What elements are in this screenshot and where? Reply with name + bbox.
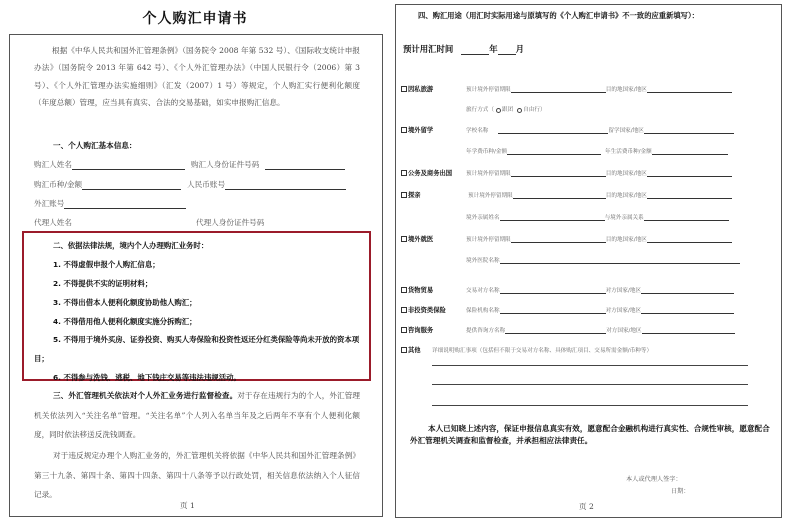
tuition-field[interactable] xyxy=(507,147,601,155)
category-business[interactable] xyxy=(401,168,452,177)
business-checkbox[interactable] xyxy=(401,170,407,176)
provider-country-field[interactable] xyxy=(642,326,735,334)
free-travel-radio[interactable] xyxy=(517,108,522,113)
counterparty-field[interactable] xyxy=(500,286,606,294)
group-tour-label: 跟团 xyxy=(501,107,514,113)
consulting-label: 咨询服务 xyxy=(408,327,434,334)
family-checkbox[interactable] xyxy=(401,192,407,198)
destination-field[interactable] xyxy=(647,85,732,93)
trade-row xyxy=(466,284,734,294)
tourism-row xyxy=(466,83,732,93)
consulting-row xyxy=(466,324,735,334)
destination-label: 目的地国家/地区 xyxy=(605,237,647,243)
study-country-field[interactable] xyxy=(644,126,734,134)
rule-item: 6. 不得参与洗钱、逃税、地下钱庄交易等违法违规活动。 xyxy=(53,373,241,382)
stay-field[interactable] xyxy=(511,85,606,93)
buyer-name-field[interactable] xyxy=(72,160,185,170)
stay-label: 预计境外停留期限 xyxy=(466,171,511,177)
month-field[interactable] xyxy=(498,45,516,55)
category-study[interactable] xyxy=(401,125,433,134)
travel-mode-row xyxy=(466,103,546,113)
other-line-2[interactable] xyxy=(432,384,748,385)
category-insurance[interactable] xyxy=(401,305,446,314)
tourism-checkbox[interactable] xyxy=(401,86,407,92)
category-trade[interactable] xyxy=(401,285,433,294)
business-label: 公务及商务出国 xyxy=(408,170,453,177)
category-tourism[interactable] xyxy=(401,84,433,93)
destination-field[interactable] xyxy=(647,235,732,243)
destination-label: 目的地国家/地区 xyxy=(605,87,647,93)
rmb-account-label: 人民币账号 xyxy=(187,180,226,189)
declaration: 本人已知晓上述内容，保证申报信息真实有效，愿意配合金融机构进行真实性、合规性审核，愿意配合外汇管理机关调查和监督检查，并承担相应法律责任。 xyxy=(410,424,770,445)
intro-paragraph: 根据《中华人民共和国外汇管理条例》（国务院令 2008 年第 532 号）、《国际收支统计申报办法》（国务院令 2013 年第 642 号）、《个人外汇管理办法》（中国人民银行令（2006）第 3 号）、《个人外汇管理办法实施细则》（汇发（2007）1 号）等规定，个人购汇实行便利化额度（年度总额）管理，应当具有真实、合法的交易基础，如实申报购汇信息。 xyxy=(34,46,360,107)
currency-amount-label: 购汇币种/金额 xyxy=(34,180,83,189)
stay-field[interactable] xyxy=(511,169,606,177)
fx-account-label: 外汇账号 xyxy=(34,199,65,208)
institution-label: 保险机构名称 xyxy=(466,308,500,314)
month-label: 月 xyxy=(515,44,524,54)
category-consulting[interactable] xyxy=(401,325,433,334)
signature-label: 本人或代理人签字： xyxy=(626,476,682,483)
section1-heading: 一、个人购汇基本信息： xyxy=(53,141,137,150)
rule-item: 2. 不得提供不实的证明材料； xyxy=(53,279,153,288)
travel-mode-label: 旅行方式（ xyxy=(466,107,494,113)
study-row xyxy=(466,124,734,134)
consulting-checkbox[interactable] xyxy=(401,327,407,333)
relationship-label: 与境外亲属关系 xyxy=(604,215,644,221)
relative-name-label: 境外亲属姓名 xyxy=(466,215,500,221)
stay-label: 预计境外停留期限 xyxy=(466,237,511,243)
other-line-1[interactable] xyxy=(432,365,748,366)
hospital-label: 境外医院名称 xyxy=(466,258,500,264)
group-tour-radio[interactable] xyxy=(496,108,501,113)
buyer-name-row xyxy=(34,158,345,170)
institution-country-field[interactable] xyxy=(641,306,734,314)
rule-item: 5. 不得用于境外买房、证券投资、购买人寿保险和投资性返还分红类保险等尚未开放的资本项目； xyxy=(34,335,360,363)
insurance-checkbox[interactable] xyxy=(401,307,407,313)
destination-label: 目的地国家/地区 xyxy=(605,171,647,177)
buyer-id-label: 购汇人身份证件号码 xyxy=(190,160,260,169)
category-family[interactable] xyxy=(401,190,421,199)
category-medical[interactable] xyxy=(401,234,433,243)
counterparty-country-label: 对方国家/地区 xyxy=(605,288,642,294)
relationship-field[interactable] xyxy=(644,213,729,221)
section2-heading: 二、依据法律法规，境内个人办理购汇业务时： xyxy=(53,241,209,250)
other-checkbox[interactable] xyxy=(401,347,407,353)
trade-checkbox[interactable] xyxy=(401,287,407,293)
year-field[interactable] xyxy=(461,45,489,55)
provider-label: 提供咨询方名称 xyxy=(466,328,506,334)
school-field[interactable] xyxy=(498,126,608,134)
page1-title: 个人购汇申请书 xyxy=(142,11,248,27)
counterparty-country-field[interactable] xyxy=(641,286,734,294)
hospital-field[interactable] xyxy=(500,256,740,264)
living-label: 年生活费币种/金额 xyxy=(605,149,652,155)
destination-field[interactable] xyxy=(647,169,732,177)
institution-country-label: 对方国家/地区 xyxy=(605,308,642,314)
penalty-paragraph: 对于违反规定办理个人购汇业务的，外汇管理机关将依据《中华人民共和国外汇管理条例》第三十九条、第四十条、第四十四条、第四十八条等予以行政处罚，相关信息依法纳入个人征信记录。 xyxy=(34,451,360,500)
category-other[interactable] xyxy=(401,345,421,354)
rule-item: 4. 不得借用他人便利化额度实施分拆购汇； xyxy=(53,317,197,326)
provider-field[interactable] xyxy=(505,326,606,334)
insurance-label: 非投资类保险 xyxy=(408,307,446,314)
page2-number: 页 2 xyxy=(579,502,594,511)
buyer-name-label: 购汇人姓名 xyxy=(34,160,72,169)
agent-name-label: 代理人姓名 xyxy=(34,218,72,227)
study-checkbox[interactable] xyxy=(401,127,407,133)
medical-checkbox[interactable] xyxy=(401,236,407,242)
school-label: 学校名称 xyxy=(466,128,489,134)
stay-field[interactable] xyxy=(511,235,606,243)
medical-label: 境外就医 xyxy=(408,236,434,243)
currency-amount-field[interactable] xyxy=(82,180,181,190)
year-label: 年 xyxy=(489,44,498,54)
counterparty-label: 交易对方名称 xyxy=(466,288,500,294)
tourism-label: 因私旅游 xyxy=(408,86,434,93)
institution-field[interactable] xyxy=(500,306,606,314)
tuition-label: 年学费币种/金额 xyxy=(466,149,508,155)
section4-heading: 四、购汇用途（用汇时实际用途与原填写的《个人购汇申请书》不一致的应重新填写）： xyxy=(418,11,699,20)
buyer-id-field[interactable] xyxy=(265,160,345,170)
relative-name-field[interactable] xyxy=(500,213,605,221)
hospital-row xyxy=(466,254,740,264)
rule-item: 1. 不得虚假申报个人购汇信息； xyxy=(53,260,160,269)
rmb-account-field[interactable] xyxy=(225,180,346,190)
fx-account-row xyxy=(34,197,186,209)
insurance-row xyxy=(466,304,734,314)
stay-label: 预计境外停留期限 xyxy=(468,193,513,199)
study-fees-row xyxy=(466,145,728,155)
family-label: 探亲 xyxy=(408,192,421,199)
rule-item: 3. 不得出借本人便利化额度协助他人购汇； xyxy=(53,298,197,307)
planned-time-row xyxy=(403,43,524,55)
fx-account-field[interactable] xyxy=(64,199,186,209)
stay-label: 预计境外停留期限 xyxy=(466,87,511,93)
planned-time-label: 预计用汇时间 xyxy=(403,44,454,54)
provider-country-label: 对方国家/地区 xyxy=(606,328,642,334)
agent-id-label: 代理人身份证件号码 xyxy=(196,218,265,227)
date-label: 日期： xyxy=(671,488,690,495)
agent-row xyxy=(34,216,264,228)
study-label: 境外留学 xyxy=(408,127,434,134)
currency-row xyxy=(34,178,346,190)
other-line-3[interactable] xyxy=(432,405,748,406)
section3-paragraph xyxy=(34,386,360,445)
family-row xyxy=(468,189,732,199)
destination-label: 目的地国家/地区 xyxy=(605,193,647,199)
trade-label: 货物贸易 xyxy=(408,287,434,294)
other-description: 详细说明购汇事项（包括但不限于交易对方名称、具体购汇项目、交易所需金额/币种等） xyxy=(432,348,653,354)
free-travel-label: 自由行） xyxy=(523,107,546,113)
medical-row xyxy=(466,233,732,243)
destination-field[interactable] xyxy=(647,191,732,199)
section3-text: 对于存在违规行为的个人，外汇管理机关依法列入“关注名单”管理。“关注名单”个人列入名单当年及之后两年不享有个人便利化额度，同时依法移送反洗钱调查。 xyxy=(34,391,360,440)
living-field[interactable] xyxy=(652,147,728,155)
section3-heading: 三、外汇管理机关依法对个人外汇业务进行监督检查。 xyxy=(53,391,238,400)
page1-number: 页 1 xyxy=(180,501,195,510)
business-row xyxy=(466,167,732,177)
relative-row xyxy=(466,211,729,221)
other-label: 其他 xyxy=(408,347,421,354)
stay-field[interactable] xyxy=(513,191,606,199)
study-country-label: 留学国家/地区 xyxy=(608,128,644,134)
